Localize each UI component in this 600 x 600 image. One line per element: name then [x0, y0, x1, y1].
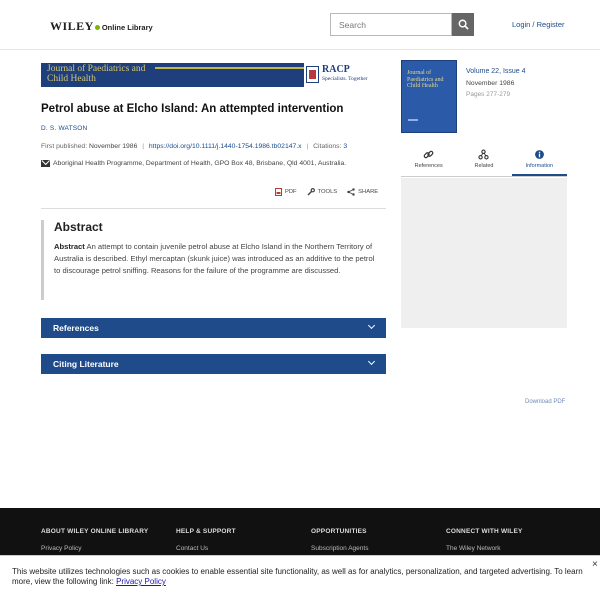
tab-references-label: References [414, 163, 443, 169]
racp-logo-text: RACP [322, 64, 350, 75]
info-icon [534, 149, 545, 160]
chevron-down-icon [368, 322, 375, 329]
abstract-body [54, 241, 376, 277]
chevron-down-icon [368, 358, 375, 365]
pdf-button[interactable] [275, 188, 297, 196]
references-accordion-label: References [53, 323, 99, 333]
abstract-text: An attempt to contain juvenile petrol abuse at Elcho Island in the Northern Territory of Australia is described. Ethyl mercaptan (skunk juice) was introduced as an additive to the petrol to discourage petrol sniffing. Reasons for the failure of the programme are discussed. [54, 242, 375, 275]
issue-pages: Pages 277-279 [466, 91, 511, 98]
volume-issue-link[interactable]: Volume 22, Issue 4 [466, 68, 526, 75]
tools-button[interactable] [307, 188, 338, 196]
search-button[interactable] [452, 13, 474, 36]
wiley-logo[interactable] [50, 19, 153, 34]
article-title: Petrol abuse at Elcho Island: An attempted intervention [41, 103, 344, 115]
site-header [0, 0, 600, 50]
tab-related[interactable] [456, 146, 511, 176]
privacy-policy-link[interactable]: Privacy Policy [116, 577, 166, 586]
first-published-date: November 1986 [88, 143, 138, 150]
tab-related-label: Related [474, 163, 494, 169]
download-pdf-link[interactable]: Download PDF [525, 399, 566, 405]
logo-wordmark: WILEY [50, 19, 94, 33]
journal-title-line1: Journal of Paediatrics and [47, 64, 146, 74]
footer-link[interactable]: The Wiley Network [446, 545, 501, 552]
journal-title-line2: Child Health [47, 74, 96, 84]
footer-heading: HELP & SUPPORT [176, 528, 236, 535]
affiliation [41, 160, 346, 167]
citing-literature-accordion[interactable] [41, 354, 386, 374]
footer-link[interactable]: Subscription Agents [311, 545, 369, 552]
envelope-icon [41, 160, 50, 167]
affiliation-text: Aboriginal Health Programme, Department of Health, GPO Box 48, Brisbane, Qld 4001, Australia. [53, 160, 347, 167]
footer-heading: CONNECT WITH WILEY [446, 528, 523, 535]
cookie-message [12, 567, 590, 587]
cover-title: Journal of Paediatrics and Child Health [407, 70, 444, 89]
abstract-lead: Abstract [54, 242, 85, 251]
footer-column-opportunities [311, 528, 368, 552]
citations-label: Citations: [313, 143, 342, 150]
search-input[interactable] [330, 13, 452, 36]
link-icon [423, 149, 434, 160]
banner-decoration [155, 67, 305, 69]
wrench-icon [307, 188, 315, 196]
footer-column-connect [446, 528, 523, 552]
cover-decoration [408, 119, 418, 121]
tab-information[interactable] [512, 146, 567, 176]
footer-column-about [41, 528, 148, 552]
citing-accordion-label: Citing Literature [53, 359, 119, 369]
side-tabs [401, 146, 567, 177]
footer-heading: OPPORTUNITIES [311, 528, 367, 535]
author-link[interactable]: D. S. WATSON [41, 125, 88, 132]
abstract-section [41, 220, 386, 300]
separator: | [306, 143, 309, 150]
tools-label: TOOLS [317, 189, 338, 195]
tab-information-label: Information [525, 163, 554, 169]
logo-subtitle: Online Library [101, 23, 153, 32]
share-label: SHARE [358, 189, 379, 195]
footer-link[interactable]: Privacy Policy [41, 545, 82, 552]
logo-dot-icon [95, 25, 100, 30]
share-button[interactable] [347, 188, 378, 196]
related-icon [478, 149, 489, 160]
information-panel [401, 178, 567, 328]
journal-cover[interactable] [401, 60, 457, 133]
cookie-text: This website utilizes technologies such as cookies to enable essential site functionality, as well as for analytics, personalization, and targeted advertising. To learn more, view the following link: [12, 567, 583, 586]
references-accordion[interactable] [41, 318, 386, 338]
cookie-banner [0, 555, 600, 600]
footer-heading: ABOUT WILEY ONLINE LIBRARY [41, 528, 149, 535]
first-published-label: First published: [41, 143, 88, 150]
share-icon [347, 188, 355, 196]
login-register-link[interactable]: Login / Register [512, 20, 565, 29]
close-icon[interactable]: × [592, 559, 598, 570]
search-icon [458, 19, 469, 30]
tab-references[interactable] [401, 146, 456, 176]
journal-banner-title [47, 64, 145, 84]
doi-link[interactable]: https://doi.org/10.1111/j.1440-1754.1986.tb02147.x [148, 143, 302, 150]
pdf-icon [275, 188, 282, 196]
footer-link[interactable]: Contact Us [176, 545, 209, 552]
abstract-heading: Abstract [54, 220, 103, 234]
separator: | [142, 143, 145, 150]
racp-crest-icon [306, 66, 319, 83]
pdf-label: PDF [285, 189, 297, 195]
racp-tagline: Specialists. Together [322, 76, 368, 82]
citations-count-link[interactable]: 3 [343, 143, 348, 150]
article-tools [275, 188, 378, 196]
issue-month: November 1986 [466, 80, 515, 87]
footer-column-help [176, 528, 236, 552]
publication-info [41, 143, 347, 150]
divider [41, 208, 386, 209]
